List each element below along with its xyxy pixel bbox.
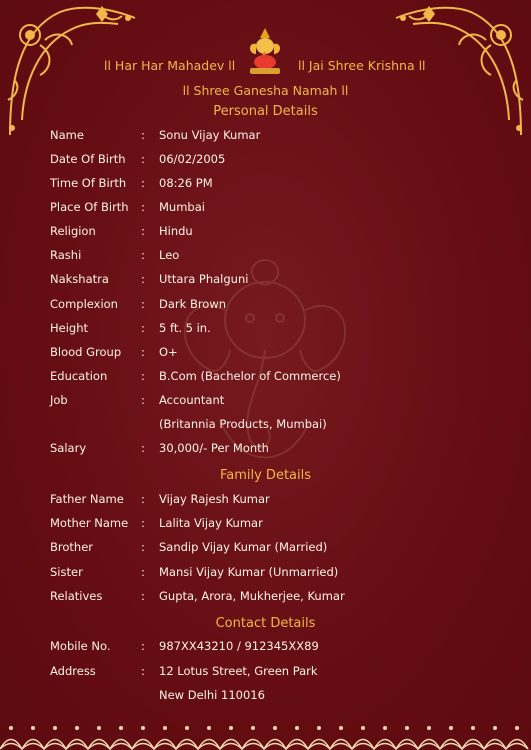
detail-label: Time Of Birth bbox=[50, 176, 127, 190]
detail-value: Sandip Vijay Kumar (Married) bbox=[159, 540, 328, 554]
detail-label: Nakshatra bbox=[50, 272, 109, 286]
contact-details-title: Contact Details bbox=[215, 616, 316, 631]
detail-row-religion bbox=[0, 224, 531, 244]
colon-separator: : bbox=[141, 369, 145, 383]
detail-label: Sister bbox=[50, 565, 83, 579]
detail-value: B.Com (Bachelor of Commerce) bbox=[159, 369, 341, 383]
detail-row-father-name bbox=[0, 492, 531, 512]
detail-value: Lalita Vijay Kumar bbox=[159, 516, 263, 530]
colon-separator: : bbox=[141, 176, 145, 190]
detail-row-mobile bbox=[0, 639, 531, 659]
header-har-har-mahadev: ll Har Har Mahadev ll bbox=[104, 58, 236, 73]
detail-row-place-of-birth bbox=[0, 200, 531, 220]
personal-details-title: Personal Details bbox=[213, 104, 318, 119]
detail-label: Salary bbox=[50, 441, 87, 455]
detail-value: Uttara Phalguni bbox=[159, 272, 249, 286]
detail-row-blood-group bbox=[0, 345, 531, 365]
detail-value: Accountant bbox=[159, 393, 225, 407]
ganesha-idol-icon bbox=[244, 26, 286, 76]
detail-value: 08:26 PM bbox=[159, 176, 213, 190]
detail-label: Mobile No. bbox=[50, 639, 111, 653]
detail-row-job bbox=[0, 393, 531, 413]
detail-label: Place Of Birth bbox=[50, 200, 129, 214]
detail-row-rashi bbox=[0, 248, 531, 268]
colon-separator: : bbox=[141, 345, 145, 359]
detail-row-salary bbox=[0, 441, 531, 461]
colon-separator: : bbox=[141, 297, 145, 311]
detail-value: 30,000/- Per Month bbox=[159, 441, 269, 455]
detail-label: Blood Group bbox=[50, 345, 122, 359]
detail-label: Rashi bbox=[50, 248, 82, 262]
detail-row-time-of-birth bbox=[0, 176, 531, 196]
detail-row-address bbox=[0, 664, 531, 684]
detail-row-name bbox=[0, 128, 531, 148]
detail-value: 5 ft. 5 in. bbox=[159, 321, 211, 335]
detail-label: Education bbox=[50, 369, 108, 383]
colon-separator: : bbox=[141, 589, 145, 603]
colon-separator: : bbox=[141, 272, 145, 286]
family-details-title: Family Details bbox=[219, 468, 312, 483]
detail-value: Mansi Vijay Kumar (Unmarried) bbox=[159, 565, 339, 579]
detail-label: Name bbox=[50, 128, 84, 142]
detail-value: New Delhi 110016 bbox=[159, 688, 265, 702]
detail-row-mother-name bbox=[0, 516, 531, 536]
detail-value: 06/02/2005 bbox=[159, 152, 226, 166]
colon-separator: : bbox=[141, 152, 145, 166]
detail-row-nakshatra bbox=[0, 272, 531, 292]
detail-row-height bbox=[0, 321, 531, 341]
detail-row-date-of-birth bbox=[0, 152, 531, 172]
detail-row-complexion bbox=[0, 297, 531, 317]
detail-value: Dark Brown bbox=[159, 297, 227, 311]
colon-separator: : bbox=[141, 664, 145, 678]
detail-label: Father Name bbox=[50, 492, 124, 506]
detail-value: (Britannia Products, Mumbai) bbox=[159, 417, 327, 431]
detail-label: Address bbox=[50, 664, 96, 678]
detail-value: 12 Lotus Street, Green Park bbox=[159, 664, 318, 678]
detail-label: Relatives bbox=[50, 589, 103, 603]
detail-label: Mother Name bbox=[50, 516, 129, 530]
colon-separator: : bbox=[141, 492, 145, 506]
header-shree-ganesha-namah: ll Shree Ganesha Namah ll bbox=[182, 83, 349, 98]
colon-separator: : bbox=[141, 248, 145, 262]
detail-row-sister bbox=[0, 565, 531, 585]
detail-label: Job bbox=[50, 393, 68, 407]
colon-separator: : bbox=[141, 224, 145, 238]
detail-value: Mumbai bbox=[159, 200, 205, 214]
detail-label: Religion bbox=[50, 224, 96, 238]
colon-separator: : bbox=[141, 441, 145, 455]
header-jai-shree-krishna: ll Jai Shree Krishna ll bbox=[298, 58, 426, 73]
detail-value: Hindu bbox=[159, 224, 193, 238]
mandala-lace-border-icon bbox=[0, 716, 531, 750]
colon-separator: : bbox=[141, 321, 145, 335]
detail-row-job-employer bbox=[0, 417, 531, 437]
detail-value: Gupta, Arora, Mukherjee, Kumar bbox=[159, 589, 345, 603]
detail-value: Vijay Rajesh Kumar bbox=[159, 492, 270, 506]
detail-label: Height bbox=[50, 321, 89, 335]
colon-separator: : bbox=[141, 128, 145, 142]
detail-value: 987XX43210 / 912345XX89 bbox=[159, 639, 319, 653]
detail-label: Complexion bbox=[50, 297, 118, 311]
colon-separator: : bbox=[141, 393, 145, 407]
detail-label: Brother bbox=[50, 540, 94, 554]
detail-value: O+ bbox=[159, 345, 178, 359]
colon-separator: : bbox=[141, 200, 145, 214]
detail-row-education bbox=[0, 369, 531, 389]
colon-separator: : bbox=[141, 540, 145, 554]
detail-row-relatives bbox=[0, 589, 531, 609]
colon-separator: : bbox=[141, 516, 145, 530]
colon-separator: : bbox=[141, 565, 145, 579]
colon-separator: : bbox=[141, 639, 145, 653]
detail-row-brother bbox=[0, 540, 531, 560]
detail-value: Leo bbox=[159, 248, 180, 262]
detail-value: Sonu Vijay Kumar bbox=[159, 128, 261, 142]
detail-row-address-line2 bbox=[0, 688, 531, 708]
detail-label: Date Of Birth bbox=[50, 152, 126, 166]
